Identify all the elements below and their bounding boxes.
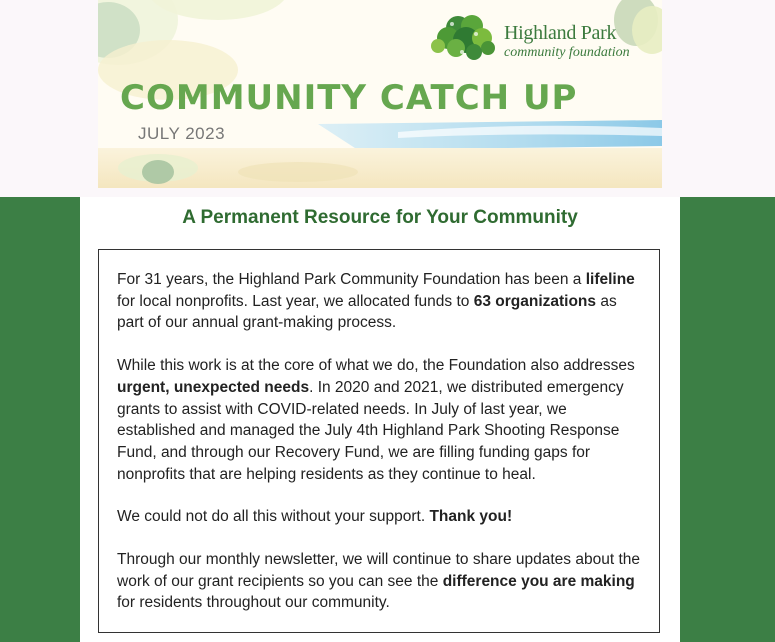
emphasis: lifeline bbox=[585, 271, 635, 288]
newsletter-date: JULY 2023 bbox=[138, 124, 226, 143]
foundation-logo[interactable] bbox=[428, 8, 628, 64]
emphasis: urgent, unexpected needs bbox=[117, 378, 310, 396]
text: Through our monthly newsletter, we will continue to share updates about the work of our grant recipients so you can see the bbox=[117, 551, 641, 590]
emphasis: Thank you! bbox=[429, 508, 513, 526]
text: for local nonprofits. Last year, we allocated funds to bbox=[117, 292, 474, 310]
text: We could not do all this without your support. bbox=[117, 508, 430, 526]
logo-name: Highland Park bbox=[504, 22, 617, 44]
text: as part of our annual grant-making process. bbox=[117, 292, 617, 332]
emphasis: difference you are making bbox=[442, 572, 635, 590]
text: for residents throughout our community. bbox=[117, 594, 390, 612]
logo-subtitle: community foundation bbox=[504, 45, 630, 60]
text: . In 2020 and 2021, we distributed emergency grants to assist with COVID-related needs. In July of last year, we established and managed the July 4th Highland Park Shooting Response Fund, and through our Recovery Fund, we are filling funding gaps for nonprofits that are helping residents as they continue to heal. bbox=[117, 378, 624, 483]
paragraph-needs bbox=[117, 355, 641, 485]
emphasis: 63 organizations bbox=[473, 292, 597, 310]
text: For 31 years, the Highland Park Community Foundation has been a bbox=[117, 271, 586, 288]
paragraph-intro bbox=[117, 269, 641, 334]
section-heading: A Permanent Resource for Your Community bbox=[182, 207, 578, 228]
paragraph-newsletter bbox=[117, 549, 641, 614]
newsletter-title: COMMUNITY CATCH UP bbox=[120, 78, 578, 118]
message-box bbox=[98, 249, 660, 633]
newsletter-header-banner bbox=[98, 0, 662, 188]
tree-logo-icon bbox=[428, 8, 500, 64]
text: While this work is at the core of what we do, the Foundation also addresses bbox=[117, 357, 635, 375]
paragraph-thanks bbox=[117, 506, 641, 528]
